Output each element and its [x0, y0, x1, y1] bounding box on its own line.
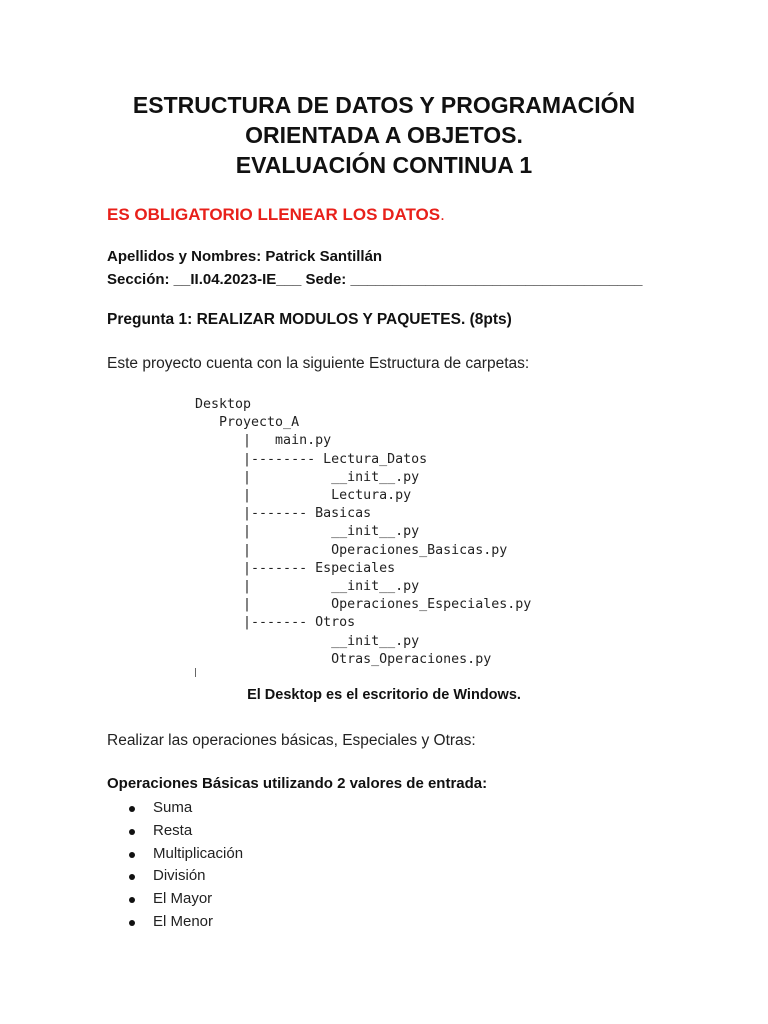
list-item — [127, 843, 243, 866]
tree-line: Otras_Operaciones.py — [195, 651, 492, 667]
title-line-1: ESTRUCTURA DE DATOS Y PROGRAMACIÓN — [132, 92, 636, 118]
tree-line: __init__.py — [195, 633, 420, 649]
basic-operations-list — [127, 797, 243, 934]
title-line-2: ORIENTADA A OBJETOS. — [245, 122, 523, 148]
document-title — [0, 90, 768, 180]
list-item — [127, 911, 243, 934]
tree-line: Desktop — [195, 397, 252, 412]
tree-line: Proyecto_A — [195, 415, 300, 431]
required-notice-text: ES OBLIGATORIO LLENEAR LOS DATOS — [107, 205, 441, 224]
bullet-icon — [129, 806, 135, 812]
student-name-field: Apellidos y Nombres: Patrick Santillán — [107, 248, 383, 265]
bullet-icon — [129, 829, 135, 835]
desktop-caption: El Desktop es el escritorio de Windows. — [247, 687, 521, 703]
task-instruction: Realizar las operaciones básicas, Especiales y Otras: — [107, 732, 476, 749]
list-item — [127, 888, 243, 911]
list-item — [127, 865, 243, 888]
tree-end-mark — [195, 668, 196, 677]
tree-line: | __init__.py — [195, 469, 420, 485]
section-site-field: Sección: __II.04.2023-IE___ Sede: ___________________________________ — [107, 271, 643, 288]
bullet-icon — [129, 852, 135, 858]
bullet-icon — [129, 874, 135, 880]
tree-line: | Operaciones_Especiales.py — [195, 597, 532, 613]
required-notice-period: . — [440, 205, 445, 224]
list-item-label: División — [153, 867, 206, 885]
tree-line: |------- Basicas — [195, 506, 372, 522]
bullet-icon — [129, 920, 135, 926]
question-intro: Este proyecto cuenta con la siguiente Estructura de carpetas: — [107, 355, 530, 372]
tree-line: | __init__.py — [195, 579, 420, 595]
question-title: Pregunta 1: REALIZAR MODULOS Y PAQUETES. (8pts) — [107, 311, 512, 328]
list-item-label: Suma — [153, 799, 193, 816]
list-item — [127, 797, 243, 820]
tree-line: |------- Especiales — [195, 560, 396, 576]
list-item-label: Multiplicación — [153, 844, 244, 862]
tree-line: |------- Otros — [195, 615, 356, 631]
list-item-label: El Menor — [153, 912, 214, 930]
required-notice — [107, 205, 445, 225]
tree-line: | main.py — [195, 433, 332, 449]
basic-operations-heading: Operaciones Básicas utilizando 2 valores de entrada: — [107, 775, 488, 792]
folder-structure-tree — [195, 396, 531, 669]
bullet-icon — [129, 897, 135, 903]
tree-line: |-------- Lectura_Datos — [195, 451, 428, 467]
list-item-label: El Mayor — [153, 890, 213, 908]
tree-line: | Operaciones_Basicas.py — [195, 542, 508, 558]
title-line-3: EVALUACIÓN CONTINUA 1 — [235, 152, 533, 178]
tree-line: | __init__.py — [195, 524, 420, 540]
list-item-label: Resta — [153, 821, 193, 839]
list-item — [127, 820, 243, 843]
tree-line: | Lectura.py — [195, 488, 412, 504]
